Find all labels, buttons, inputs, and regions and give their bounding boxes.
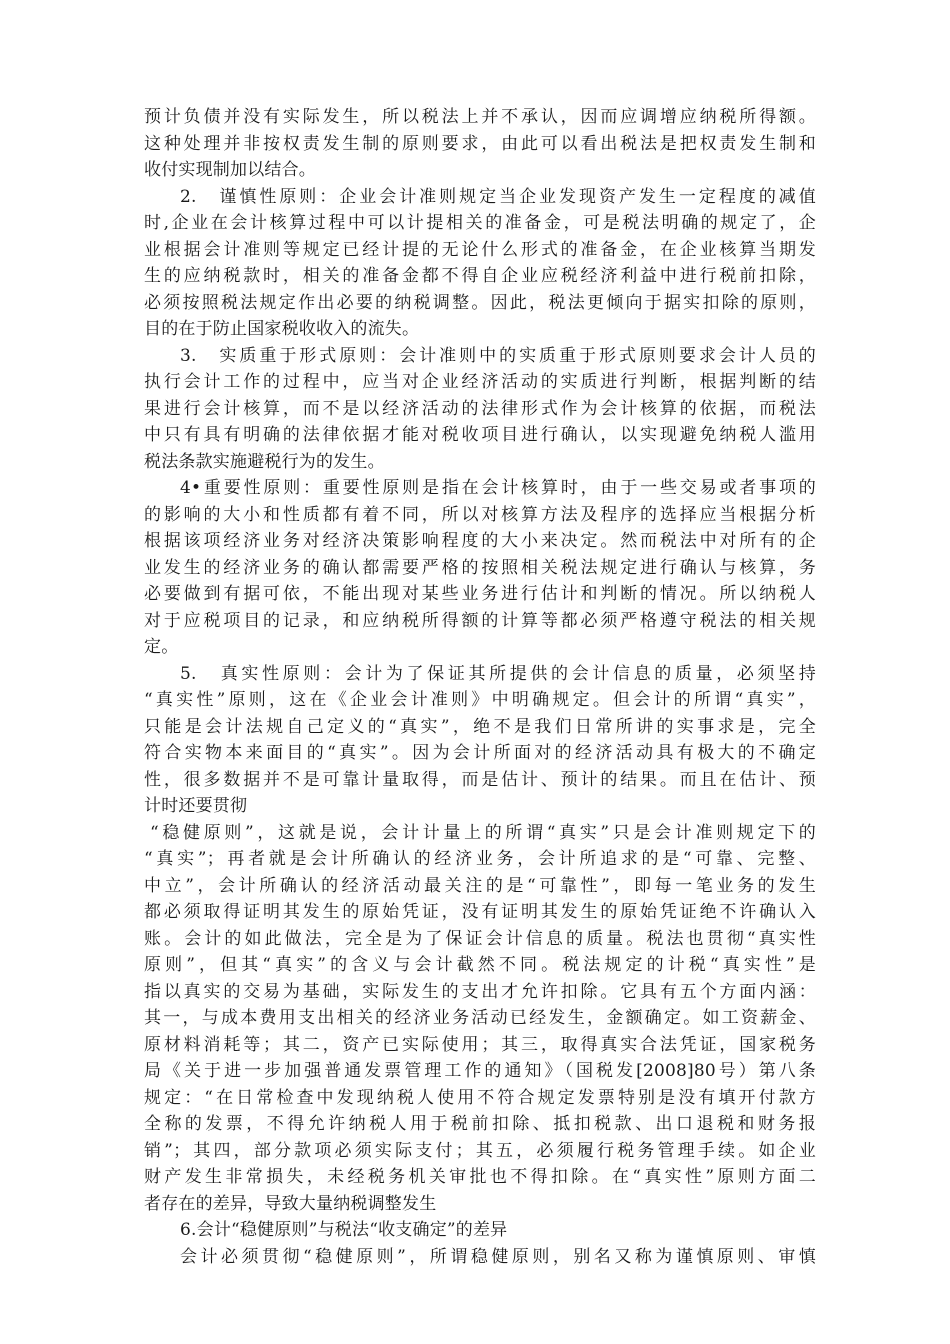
text-line: 销”；其四，部分款项必须实际支付；其五，必须履行税务管理手续。如企业	[144, 1140, 816, 1161]
text-line: 业根据会计准则等规定已经计提的无论什么形式的准备金，在企业核算当期发	[144, 239, 816, 260]
text-line: “真实性”原则，这在《企业会计准则》中明确规定。但会计的所谓“真实”，	[144, 690, 816, 710]
text-line: 必要做到有据可依，不能出现对某些业务进行估计和判断的情况。所以纳税人	[144, 584, 816, 604]
text-line: 指以真实的交易为基础，实际发生的支出才允许扣除。它具有五个方面内涵：	[144, 981, 816, 1002]
text-line: 时,企业在会计核算过程中可以计提相关的准备金，可是税法明确的规定了，企	[144, 213, 816, 233]
text-line: 原则”，但其“真实”的含义与会计截然不同。税法规定的计税“真实性”是	[144, 955, 816, 975]
text-line: 者存在的差异，导致大量纳税调整发生	[144, 1193, 437, 1214]
text-line: 3. 实质重于形式原则：会计准则中的实质重于形式原则要求会计人员的	[180, 345, 816, 366]
text-line: 根据该项经济业务对经济决策影响程度的大小来决定。然而税法中对所有的企	[144, 531, 816, 551]
text-line: 6.会计“稳健原则”与税法“收支确定”的差异	[180, 1220, 508, 1240]
text-line: 其一，与成本费用支出相关的经济业务活动已经发生，金额确定。如工资薪金、	[144, 1008, 816, 1028]
text-line: 税法条款实施避税行为的发生。	[144, 451, 385, 472]
text-line: 会计必须贯彻“稳健原则”，所谓稳健原则，别名又称为谨慎原则、审慎	[180, 1246, 816, 1267]
text-line: 计时还要贯彻	[144, 796, 248, 816]
document-body	[144, 104, 816, 1270]
text-line: 4•重要性原则：重要性原则是指在会计核算时，由于一些交易或者事项的	[180, 478, 816, 498]
text-line: 账。会计的如此做法，完全是为了保证会计信息的质量。税法也贯彻“真实性	[144, 928, 816, 949]
text-line: 符合实物本来面目的“真实”。因为会计所面对的经济活动具有极大的不确定	[144, 743, 816, 763]
text-line: 都必须取得证明其发生的原始凭证，没有证明其发生的原始凭证绝不许确认入	[144, 902, 816, 922]
text-line: “稳健原则”，这就是说，会计计量上的所谓“真实”只是会计准则规定下的	[150, 822, 816, 843]
text-line: “真实”；再者就是会计所确认的经济业务，会计所追求的是“可靠、完整、	[144, 849, 816, 869]
text-line: 局《关于进一步加强普通发票管理工作的通知》（国税发[2008]80号）第八条	[144, 1061, 816, 1081]
text-line: 执行会计工作的过程中，应当对企业经济活动的实质进行判断，根据判断的结	[144, 372, 816, 392]
text-line: 5. 真实性原则：会计为了保证其所提供的会计信息的质量，必须坚持	[180, 663, 816, 684]
text-line: 原材料消耗等；其二，资产已实际使用；其三，取得真实合法凭证，国家税务	[144, 1034, 816, 1055]
text-line: 定。	[144, 637, 179, 657]
text-line: 全称的发票，不得允许纳税人用于税前扣除、抵扣税款、出口退税和财务报	[144, 1114, 816, 1134]
text-line: 2. 谨慎性原则：企业会计准则规定当企业发现资产发生一定程度的减值	[180, 186, 816, 207]
text-line: 财产发生非常损失，未经税务机关审批也不得扣除。在“真实性”原则方面二	[144, 1167, 816, 1187]
text-line: 的影响的大小和性质都有着不同，所以对核算方法及程序的选择应当根据分析	[144, 504, 816, 525]
text-line: 果进行会计核算，而不是以经济活动的法律形式作为会计核算的依据，而税法	[144, 398, 816, 419]
text-line: 生的应纳税款时，相关的准备金都不得自企业应税经济利益中进行税前扣除，	[144, 266, 816, 286]
text-line: 业发生的经济业务的确认都需要严格的按照相关税法规定进行确认与核算，务	[144, 557, 816, 578]
text-line: 收付实现制加以结合。	[144, 160, 316, 180]
text-line: 性，很多数据并不是可靠计量取得，而是估计、预计的结果。而且在估计、预	[144, 769, 816, 790]
text-line: 中只有具有明确的法律依据才能对税收项目进行确认，以实现避免纳税人滥用	[144, 425, 816, 445]
text-line: 对于应税项目的记录，和应纳税所得额的计算等都必须严格遵守税法的相关规	[144, 610, 816, 631]
text-line: 必须按照税法规定作出必要的纳税调整。因此，税法更倾向于据实扣除的原则，	[144, 292, 816, 313]
text-line: 这种处理并非按权责发生制的原则要求，由此可以看出税法是把权责发生制和	[144, 133, 816, 154]
text-line: 规定：“在日常检查中发现纳税人使用不符合规定发票特别是没有填开付款方	[144, 1087, 816, 1108]
text-line: 预计负债并没有实际发生，所以税法上并不承认，因而应调增应纳税所得额。	[144, 107, 816, 127]
text-line: 中立”，会计所确认的经济活动最关注的是“可靠性”，即每一笔业务的发生	[144, 875, 816, 896]
text-line: 目的在于防止国家税收收入的流失。	[144, 319, 420, 339]
text-line: 只能是会计法规自己定义的“真实”，绝不是我们日常所讲的实事求是，完全	[144, 716, 816, 737]
